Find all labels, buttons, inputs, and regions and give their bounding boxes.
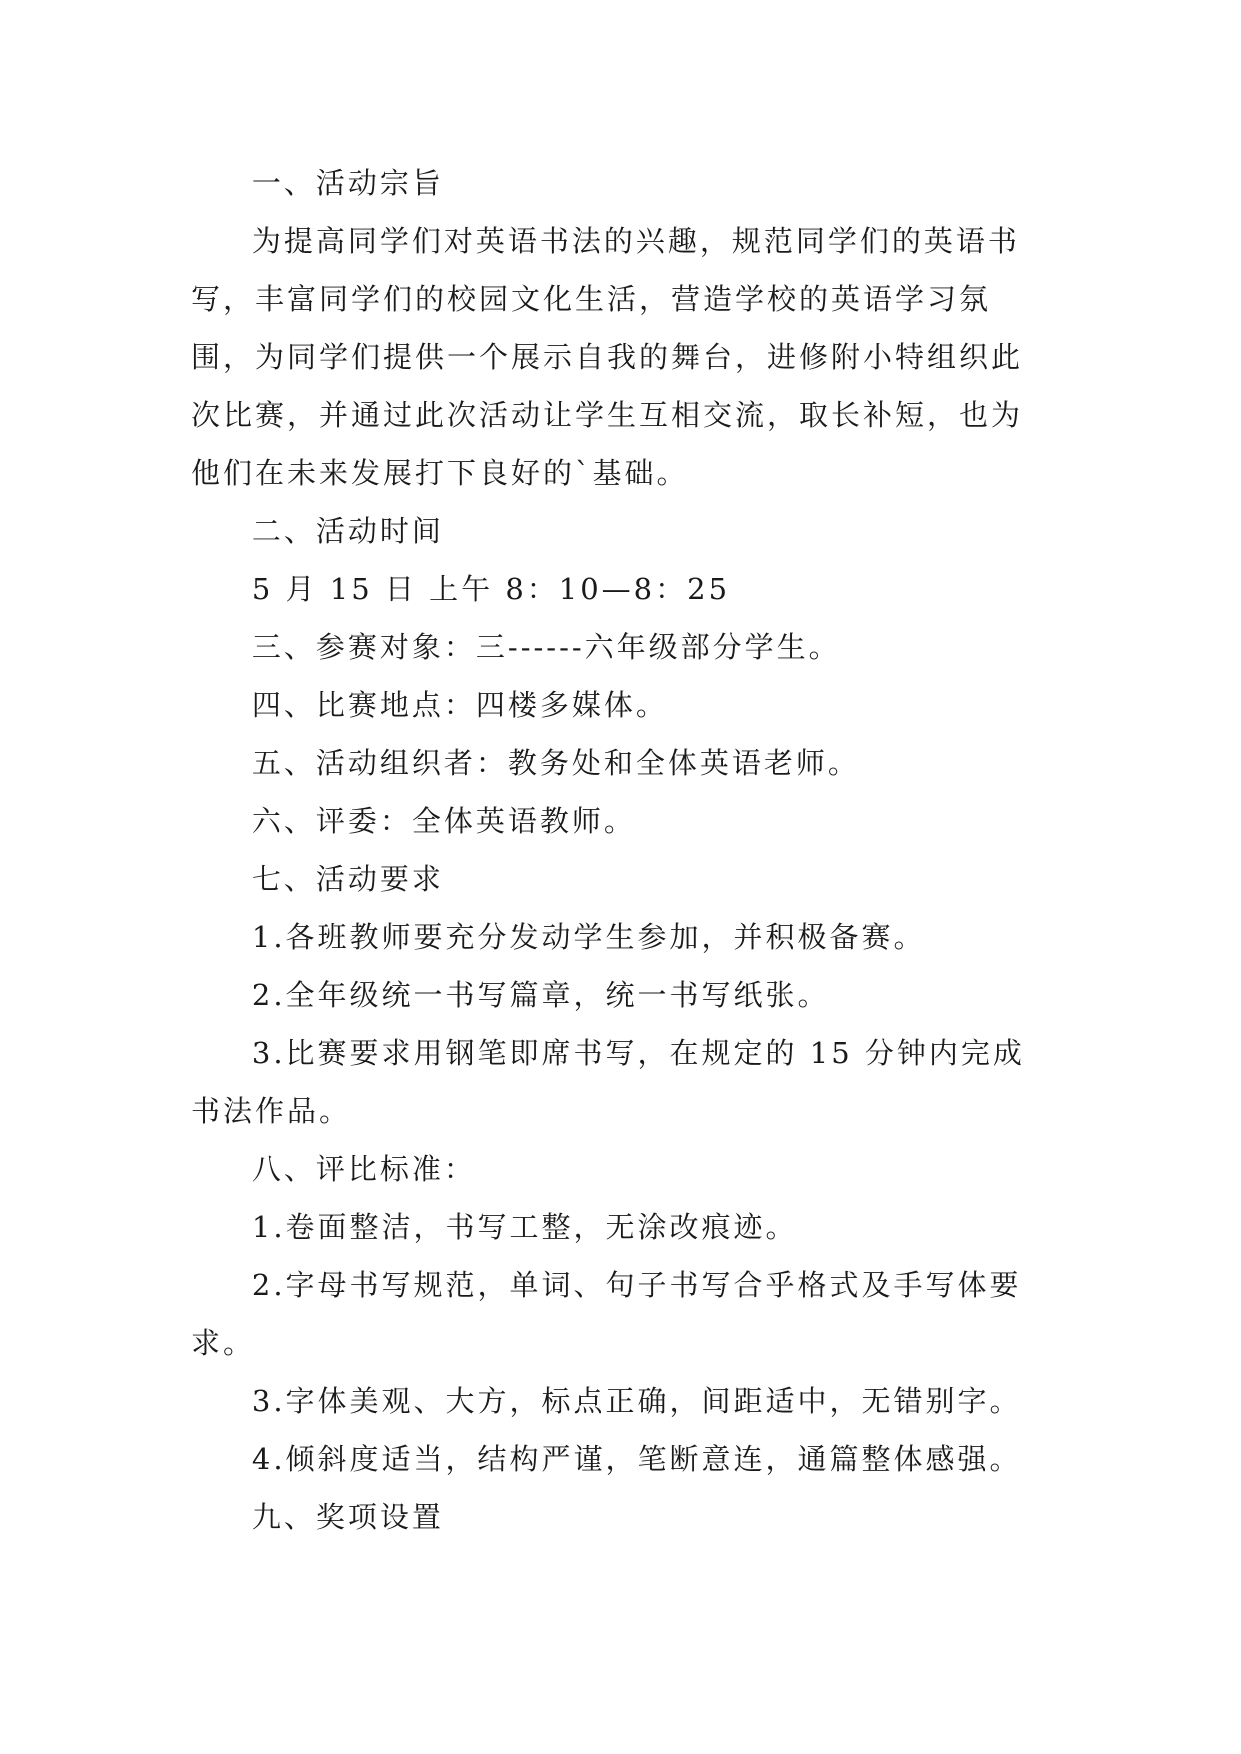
criteria-item-3: 3.字体美观、大方，标点正确，间距适中，无错别字。 (251, 1384, 1022, 1418)
section-heading-location: 四、比赛地点：四楼多媒体。 (251, 688, 668, 722)
section-heading-awards: 九、奖项设置 (251, 1500, 444, 1534)
section-heading-organizers: 五、活动组织者：教务处和全体英语老师。 (251, 746, 860, 780)
criteria-item-4: 4.倾斜度适当，结构严谨，笔断意连，通篇整体感强。 (251, 1442, 1022, 1476)
section-heading-criteria: 八、评比标准： (251, 1152, 476, 1186)
section-heading-purpose: 一、活动宗旨 (251, 166, 444, 200)
section-heading-judges: 六、评委：全体英语教师。 (251, 804, 636, 838)
section-heading-requirements: 七、活动要求 (251, 862, 444, 896)
criteria-item-2: 2.字母书写规范，单词、句子书写合乎格式及手写体要求。 (191, 1268, 1022, 1360)
requirement-item-2: 2.全年级统一书写篇章，统一书写纸张。 (251, 978, 830, 1012)
criteria-item-1: 1.卷面整洁，书写工整，无涂改痕迹。 (251, 1210, 798, 1244)
paragraph-purpose: 为提高同学们对英语书法的兴趣，规范同学们的英语书写，丰富同学们的校园文化生活，营造学校的英语学习氛围，为同学们提供一个展示自我的舞台，进修附小特组织此次比赛，并通过此次活动让学生互相交流，取长补短，也为他们在未来发展打下良好的`基础。 (191, 224, 1024, 490)
requirement-item-1: 1.各班教师要充分发动学生参加，并积极备赛。 (251, 920, 926, 954)
paragraph-time: 5 月 15 日 上午 8：10—8：25 (251, 572, 731, 606)
section-heading-participants: 三、参赛对象：三------六年级部分学生。 (251, 630, 841, 664)
document-body (191, 154, 1051, 1546)
requirement-item-3: 3.比赛要求用钢笔即席书写，在规定的 15 分钟内完成书法作品。 (191, 1036, 1025, 1128)
section-heading-time: 二、活动时间 (251, 514, 444, 548)
